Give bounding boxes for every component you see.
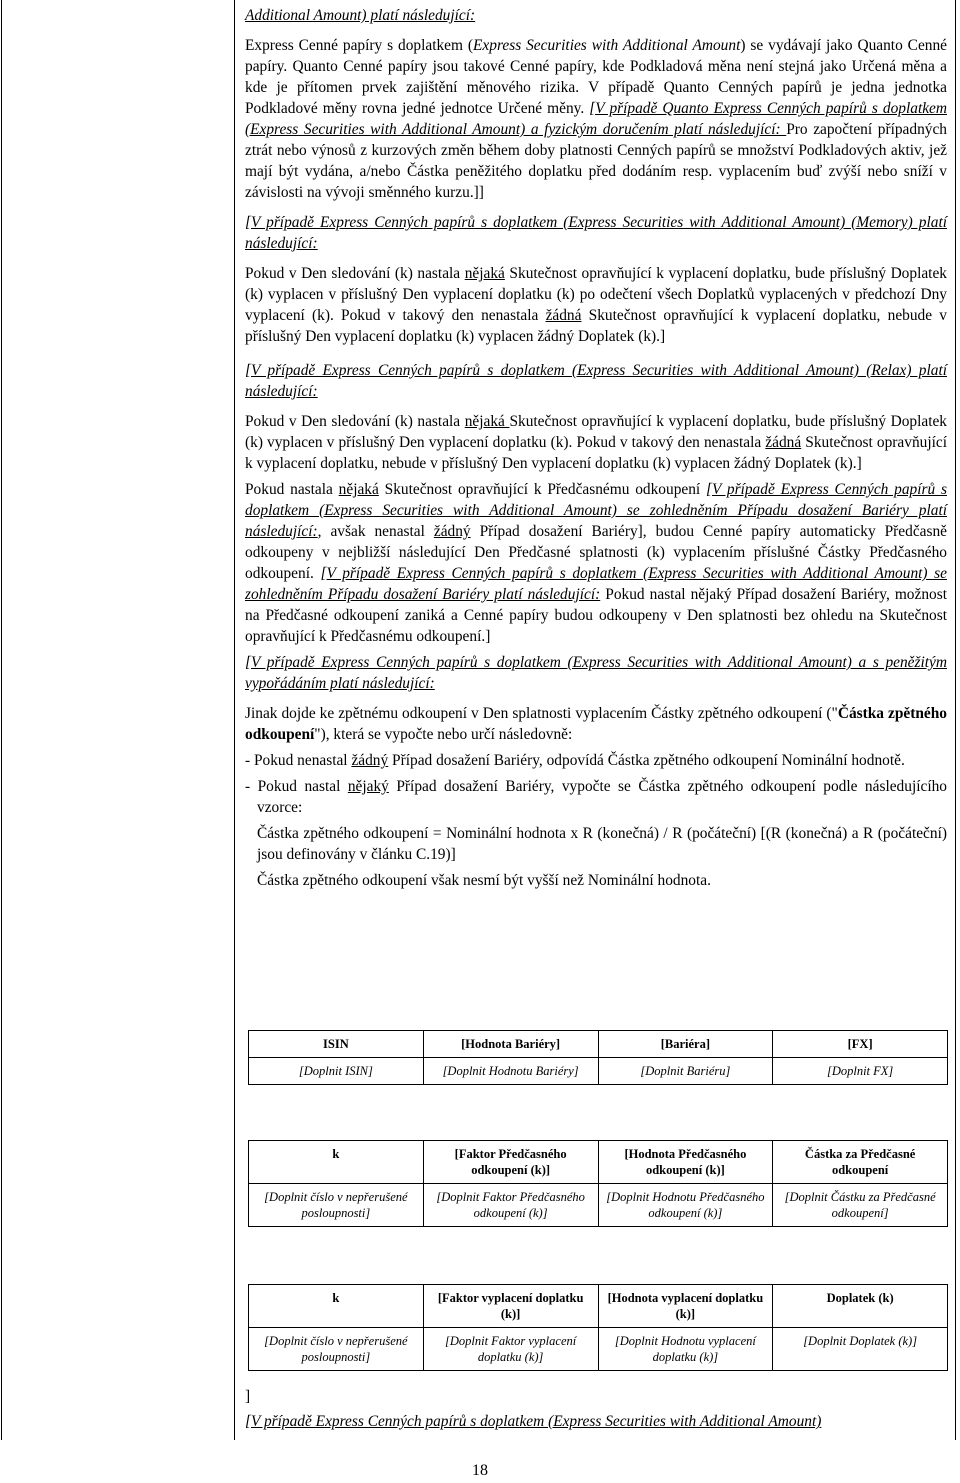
paragraph-cash [245, 703, 947, 745]
table-header-cell: k [249, 1141, 424, 1184]
relax-heading [245, 360, 947, 402]
text: Pokud v Den sledování (k) nastala [245, 413, 465, 430]
underlined-text: nějaký [347, 778, 389, 795]
text: Pro započtení případných ztrát nebo výnosů z kurzových změn během doby platnosti Cenných papírů se množství Podkladových aktiv, jež mají být vydána, a/nebo Částka peněžitého doplatku před dodáním resp. vyplacením buď zvýší nebo sníží v závislosti na vývoji směnného kurzu.]] [245, 121, 947, 201]
table-cell: [Doplnit Doplatek (k)] [773, 1328, 948, 1371]
table-cell: [Doplnit Hodnotu Bariéry] [423, 1058, 598, 1085]
text: Skutečnost opravňující k vyplacení doplatku, nebude v příslušný Den vyplacení doplatku (k) vyplacen žádný Doplatek (k).] [245, 434, 947, 472]
table-row [249, 1328, 948, 1371]
paragraph-heading-tail [245, 5, 947, 26]
bullet-no-barrier [245, 750, 947, 771]
table-cell: [Doplnit číslo v nepřerušené posloupnosti] [249, 1328, 424, 1371]
table-header-cell: k [249, 1285, 424, 1328]
frame-left-line [1, 0, 2, 1440]
table-header-cell: [FX] [773, 1031, 948, 1058]
table-header-cell: [Faktor Předčasného odkoupení (k)] [423, 1141, 598, 1184]
frame-column-divider [234, 0, 235, 1440]
table-header-cell: ISIN [249, 1031, 424, 1058]
table-header-cell: Doplatek (k) [773, 1285, 948, 1328]
text: Pokud v Den sledování (k) nastala [245, 265, 465, 282]
closing-bracket: ] [245, 1388, 251, 1405]
table-early-redemption [248, 1140, 948, 1227]
table-header-cell: [Hodnota Předčasného odkoupení (k)] [598, 1141, 773, 1184]
paragraph-quanto [245, 35, 947, 203]
table-cell: [Doplnit ISIN] [249, 1058, 424, 1085]
document-body [245, 5, 947, 891]
table-cell: [Doplnit Hodnotu vyplacení doplatku (k)] [598, 1328, 773, 1371]
italic-heading: [V případě Express Cenných papírů s doplatkem (Express Securities with Additional Amount) se zohledněním Případu dosažení Bariéry platí následující: [245, 481, 947, 540]
text: Pokud nastal nějaký Případ dosažení Bariéry, možnost na Předčasné odkoupení zaniká a Cenné papíry budou odkoupeny v Den splatnosti bez ohledu na Skutečnost opravňující k Předčasnému odkoupení.] [245, 586, 947, 645]
italic-heading: [V případě Quanto Express Cenných papírů s doplatkem (Express Securities with Additional Amount) a fyzickým doručením platí následující: [245, 100, 947, 138]
table-header-cell: Částka za Předčasné odkoupení [773, 1141, 948, 1184]
table-row [249, 1058, 948, 1085]
text: - Pokud nastal [245, 778, 348, 795]
table-cell: [Doplnit Bariéru] [598, 1058, 773, 1085]
paragraph-early-redemption [245, 479, 947, 647]
bold-term: Částka zpětného odkoupení [245, 705, 947, 743]
italic-heading: [V případě Express Cenných papírů s doplatkem (Express Securities with Additional Amount) se zohledněním Případu dosažení Bariéry platí následující: [245, 565, 948, 603]
table-cell: [Doplnit FX] [773, 1058, 948, 1085]
text: Případ dosažení Bariéry, odpovídá Částka zpětného odkoupení Nominální hodnotě. [388, 752, 905, 769]
italic-text: Express Securities with Additional Amount [473, 37, 741, 54]
italic-heading: Additional Amount) platí následující: [245, 7, 476, 24]
table-cell: [Doplnit Hodnotu Předčasného odkoupení (k)] [598, 1184, 773, 1227]
table-header-cell: [Hodnota vyplacení doplatku (k)] [598, 1285, 773, 1328]
memory-heading [245, 212, 947, 254]
text: Skutečnost opravňující k Předčasnému odkoupení [378, 481, 706, 498]
table-row [249, 1184, 948, 1227]
text: Skutečnost opravňující k vyplacení doplatku, bude příslušný Doplatek (k) vyplacen v příslušný Den vyplacení doplatku (k) po odečtení všech Doplatků vyplacených v předchozí Dny vyplacení (k). Pokud v takový den nenastala [245, 265, 947, 324]
table-header-cell: [Hodnota Bariéry] [423, 1031, 598, 1058]
text: "), která se vypočte nebo určí následovně: [314, 726, 573, 743]
text: ) se vydávají jako Quanto Cenné papíry. Quanto Cenné papíry jsou takové Cenné papíry, kde Podkladová měna není stejná jako Určená měna a kde je přítomen prvek zajištění měnového rizika. V případě Quanto Cenných papírů je jedna jednotka Podkladové měny rovna jedné jednotce Určené měny. [245, 37, 947, 117]
italic-heading: [V případě Express Cenných papírů s doplatkem (Express Securities with Additional Amount) a s peněžitým vypořádáním platí následující: [245, 654, 947, 692]
table-cell: [Doplnit Částku za Předčasné odkoupení] [773, 1184, 948, 1227]
table-cell: [Doplnit číslo v nepřerušené posloupnosti] [249, 1184, 424, 1227]
text: Jinak dojde ke zpětnému odkoupení v Den splatnosti vyplacením Částky zpětného odkoupení (" [245, 705, 838, 722]
formula: Částka zpětného odkoupení = Nominální hodnota x R (konečná) / R (počáteční) [(R (konečná) a R (počáteční) jsou definovány v článku C.19)] [257, 825, 947, 863]
table-header-cell: [Faktor vyplacení doplatku (k)] [423, 1285, 598, 1328]
text: - Pokud nenastal [245, 752, 352, 769]
table-header-cell: [Bariéra] [598, 1031, 773, 1058]
table-header-row [249, 1031, 948, 1058]
cap-note: Částka zpětného odkoupení však nesmí být vyšší než Nominální hodnota. [257, 872, 711, 889]
table-header-row [249, 1285, 948, 1328]
text: Případ dosažení Bariéry, vypočte se Částka zpětného odkoupení podle následujícího vzorce: [257, 778, 947, 816]
text: Express Cenné papíry s doplatkem ( [245, 37, 474, 54]
text: Případ dosažení Bariéry], budou Cenné papíry automaticky Předčasně odkoupeny v nejbližší následující Den Předčasné splatnosti (k) vyplacením příslušné Částky Předčasného odkoupení. [245, 523, 947, 582]
paragraph-relax [245, 411, 947, 474]
bullet-barrier [245, 776, 947, 818]
table-isin-barrier [248, 1030, 948, 1085]
italic-heading: [V případě Express Cenných papírů s doplatkem (Express Securities with Additional Amount) (Relax) platí následující: [245, 362, 947, 400]
underlined-text: nějaká [464, 413, 510, 430]
table-header-row [249, 1141, 948, 1184]
frame-right-line [955, 0, 956, 1440]
last-line-heading [245, 1413, 947, 1431]
underlined-text: žádný [351, 752, 389, 769]
text: , avšak nenastal [317, 523, 434, 540]
text: Skutečnost opravňující k vyplacení doplatku, nebude v příslušný Den vyplacení doplatku (k) vyplacen žádný Doplatek (k).] [245, 307, 947, 345]
italic-heading: [V případě Express Cenných papírů s doplatkem (Express Securities with Additional Amount) [245, 1413, 822, 1430]
underlined-text: nějaká [464, 265, 505, 282]
underlined-text: žádná [545, 307, 582, 324]
table-cell: [Doplnit Faktor vyplacení doplatku (k)] [423, 1328, 598, 1371]
underlined-text: nějaká [338, 481, 379, 498]
table-cell: [Doplnit Faktor Předčasného odkoupení (k)] [423, 1184, 598, 1227]
table-additional-amount [248, 1284, 948, 1371]
underlined-text: žádná [765, 434, 802, 451]
paragraph-memory [245, 263, 947, 347]
underlined-text: žádný [433, 523, 471, 540]
text: Skutečnost opravňující k vyplacení doplatku, bude příslušný Doplatek (k) vyplacen v příslušný Den vyplacení doplatku (k). Pokud v takový den nenastala [245, 413, 947, 451]
italic-heading: [V případě Express Cenných papírů s doplatkem (Express Securities with Additional Amount) (Memory) platí následující: [245, 214, 947, 252]
page-number: 18 [472, 1462, 488, 1479]
text: Pokud nastala [245, 481, 339, 498]
cash-heading [245, 652, 947, 694]
